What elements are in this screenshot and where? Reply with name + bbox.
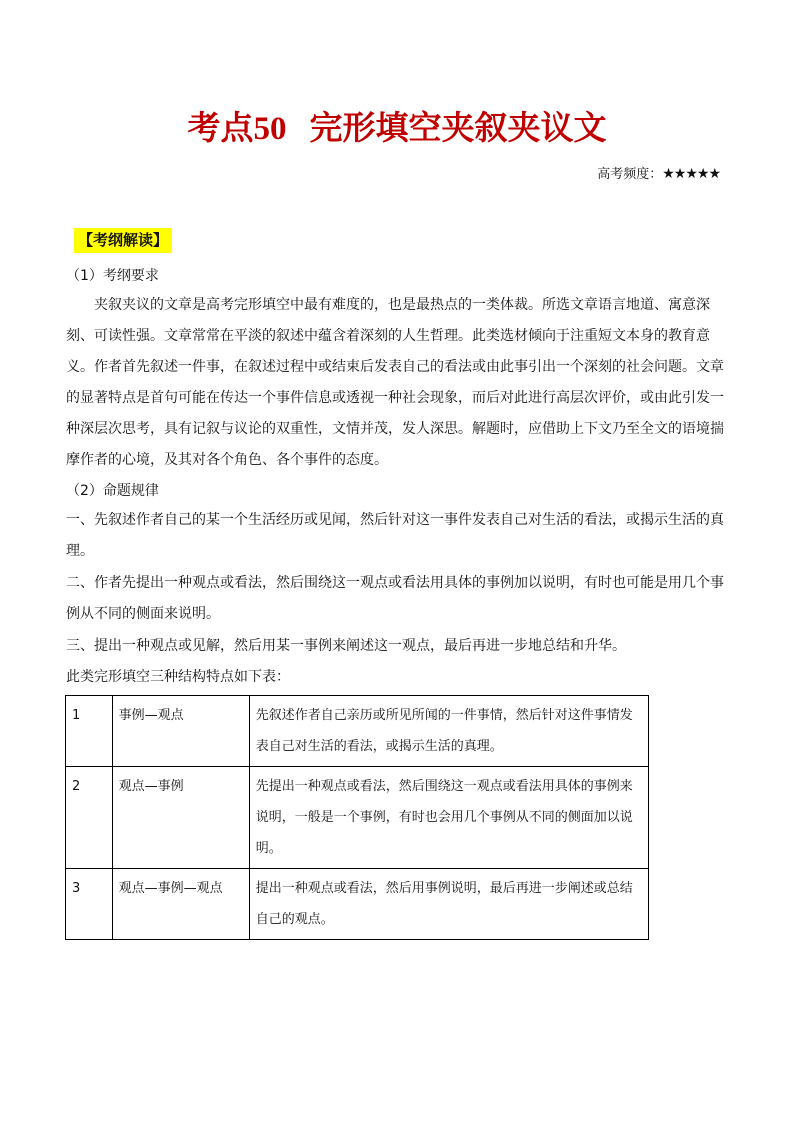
title-number: 50 — [253, 111, 287, 147]
title-main: 完形填空夹叙夹议文 — [309, 108, 607, 147]
table-row — [66, 767, 649, 869]
row-description: 先叙述作者自己亲历或所见所闻的一件事情，然后针对这件事情发表自己对生活的看法，或揭示生活的真理。 — [249, 696, 648, 767]
row-structure: 观点—事例 — [112, 767, 249, 869]
requirements-text: 夹叙夹议的文章是高考完形填空中最有难度的，也是最热点的一类体裁。所选文章语言地道、寓意深刻、可读性强。文章常常在平淡的叙述中蕴含着深刻的人生哲理。此类选材倾向于注重短文本身的教育意义。作者首先叙述一件事，在叙述过程中或结束后发表自己的看法或由此事引出一个深刻的社会问题。文章的显著特点是首句可能在传达一个事件信息或透视一种社会现象，而后对此进行高层次评价，或由此引发一种深层次思考，具有记叙与议论的双重性，文情并茂，发人深思。解题时，应借助上下文乃至全文的语境揣摩作者的心境，及其对各个角色、各个事件的态度。 — [66, 297, 724, 468]
table-row — [66, 869, 649, 940]
rule-item-1: 一、先叙述作者自己的某一个生活经历或见闻，然后针对这一事件发表自己对生活的看法，或揭示生活的真理。 — [66, 512, 724, 559]
row-structure: 事例—观点 — [112, 696, 249, 767]
row-description: 先提出一种观点或看法，然后围绕这一观点或看法用具体的事例来说明，一般是一个事例，有时也会用几个事例从不同的侧面加以说明。 — [249, 767, 648, 869]
rule-item-3: 三、提出一种观点或见解，然后用某一事例来阐述这一观点，最后再进一步地总结和升华。 — [66, 638, 626, 654]
row-number: 3 — [66, 869, 113, 940]
table-row — [66, 696, 649, 767]
page-title — [0, 102, 794, 149]
structure-table — [65, 695, 649, 940]
rule-item-2: 二、作者先提出一种观点或看法，然后围绕这一观点或看法用具体的事例加以说明，有时也可能是用几个事例从不同的侧面来说明。 — [66, 575, 724, 622]
table-intro: 此类完形填空三种结构特点如下表： — [66, 669, 290, 685]
row-number: 2 — [66, 767, 113, 869]
row-number: 1 — [66, 696, 113, 767]
frequency-label: 高考频度： — [597, 167, 663, 182]
title-prefix: 考点 — [187, 108, 254, 147]
exam-frequency — [597, 163, 720, 182]
subheading-requirements: （1）考纲要求 — [66, 268, 159, 284]
frequency-stars-icon: ★★★★★ — [662, 166, 720, 182]
row-description: 提出一种观点或看法，然后用事例说明，最后再进一步阐述或总结自己的观点。 — [249, 869, 648, 940]
subheading-rules: （2）命题规律 — [66, 483, 159, 499]
section-heading: 【考纲解读】 — [74, 228, 172, 253]
requirements-paragraph — [66, 290, 726, 476]
row-structure: 观点—事例—观点 — [112, 869, 249, 940]
